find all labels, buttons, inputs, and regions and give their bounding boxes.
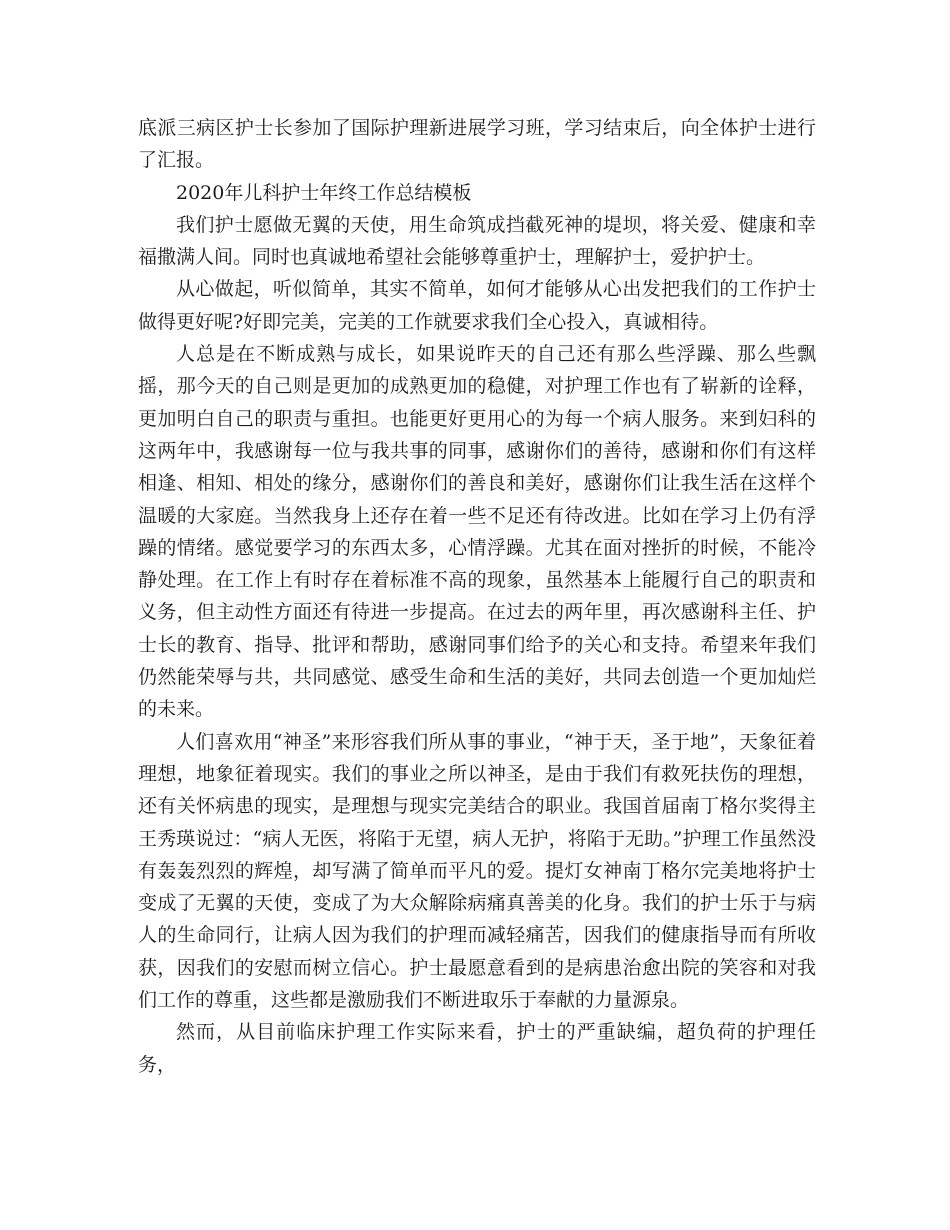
paragraph: 从心做起，听似简单，其实不简单，如何才能够从心出发把我们的工作护士做得更好呢?好即完美，完美的工作就要求我们全心投入，真诚相待。 (138, 278, 816, 333)
section-title: 2020年儿科护士年终工作总结模板 (176, 181, 472, 204)
paragraph: 然而，从目前临床护理工作实际来看，护士的严重缺编，超负荷的护理任务， (138, 1021, 816, 1076)
paragraph: 人总是在不断成熟与成长，如果说昨天的自己还有那么些浮躁、那么些飘摇，那今天的自己则是更加的成熟更加的稳健，对护理工作也有了崭新的诠释，更加明白自己的职责与重担。也能更好更用心的为每一个病人服务。来到妇科的这两年中，我感谢每一位与我共事的同事，感谢你们的善待，感谢和你们有这样相逢、相知、相处的缘分，感谢你们的善良和美好，感谢你们让我生活在这样个温暖的大家庭。当然我身上还存在着一些不足还有待改进。比如在学习上仍有浮躁的情绪。感觉要学习的东西太多，心情浮躁。尤其在面对挫折的时候，不能冷静处理。在工作上有时存在着标准不高的现象，虽然基本上能履行自己的职责和义务，但主动性方面还有待进一步提高。在过去的两年里，再次感谢科主任、护士长的教育、指导、批评和帮助，感谢同事们给予的关心和支持。希望来年我们仍然能荣辱与共，共同感觉、感受生命和生活的美好，共同去创造一个更加灿烂的未来。 (138, 343, 816, 721)
paragraph-continuation: 底派三病区护士长参加了国际护理新进展学习班，学习结束后，向全体护士进行了汇报。 (138, 117, 816, 172)
paragraph: 我们护士愿做无翼的天使，用生命筑成挡截死神的堤坝，将关爱、健康和幸福撒满人间。同时也真诚地希望社会能够尊重护士，理解护士，爱护护士。 (138, 213, 816, 269)
document-body (138, 112, 816, 1081)
paragraph: 人们喜欢用“神圣”来形容我们所从事的事业，“神于天，圣于地”，天象征着理想，地象征着现实。我们的事业之所以神圣，是由于我们有救死扶伤的理想，还有关怀病患的现实，是理想与现实完美结合的职业。我国首届南丁格尔奖得主王秀瑛说过：“病人无医，将陷于无望，病人无护，将陷于无助。”护理工作虽然没有轰轰烈烈的辉煌，却写满了简单而平凡的爱。提灯女神南丁格尔完美地将护士变成了无翼的天使，变成了为大众解除病痛真善美的化身。我们的护士乐于与病人的生命同行，让病人因为我们的护理而减轻痛苦，因我们的健康指导而有所收获，因我们的安慰而树立信心。护士最愿意看到的是病患治愈出院的笑容和对我们工作的尊重，这些都是激励我们不断进取乐于奉献的力量源泉。 (138, 730, 816, 1012)
